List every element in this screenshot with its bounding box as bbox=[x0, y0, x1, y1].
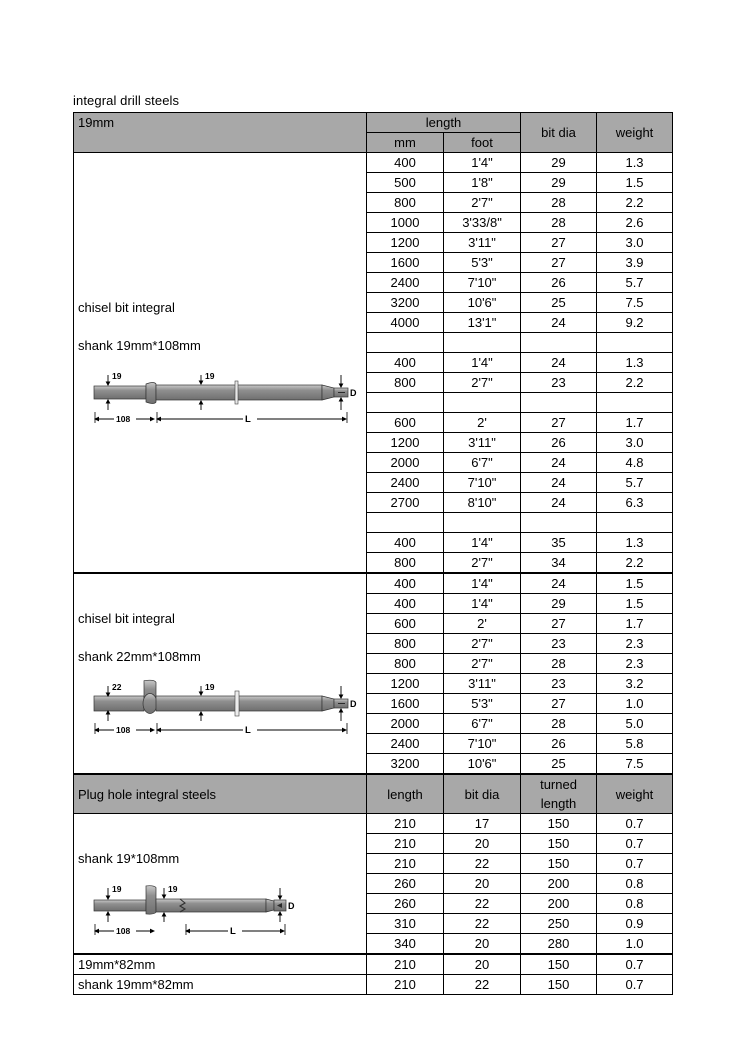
cell-weight: 1.3 bbox=[597, 533, 673, 553]
cell-mm: 3200 bbox=[367, 293, 444, 313]
cell-mm: 800 bbox=[367, 373, 444, 393]
cell-bit-dia: 28 bbox=[521, 213, 597, 233]
cell-foot: 6'7" bbox=[444, 453, 521, 473]
cell-length: 210 bbox=[367, 975, 444, 995]
cell-foot: 7'10" bbox=[444, 473, 521, 493]
cell-foot: 2' bbox=[444, 413, 521, 433]
cell-bit-dia: 29 bbox=[521, 153, 597, 173]
col-header-mm: mm bbox=[367, 133, 444, 153]
cell-weight: 5.7 bbox=[597, 273, 673, 293]
col-header-bit-dia: bit dia bbox=[521, 113, 597, 153]
cell-foot: 3'33/8" bbox=[444, 213, 521, 233]
section3-title: Plug hole integral steels bbox=[74, 774, 367, 814]
cell-length: 210 bbox=[367, 814, 444, 834]
cell-length: 210 bbox=[367, 854, 444, 874]
cell-foot: 1'4" bbox=[444, 573, 521, 594]
cell-weight: 5.7 bbox=[597, 473, 673, 493]
cell-foot: 13'1" bbox=[444, 313, 521, 333]
cell-bit-dia: 20 bbox=[444, 954, 521, 975]
cell-weight: 0.7 bbox=[597, 834, 673, 854]
section3-shank-label: shank 19*108mm bbox=[78, 850, 180, 866]
cell-weight: 2.2 bbox=[597, 193, 673, 213]
cell-foot: 2'7" bbox=[444, 373, 521, 393]
blank-cell bbox=[521, 333, 597, 353]
cell-weight: 3.9 bbox=[597, 253, 673, 273]
cell-bit-dia: 23 bbox=[521, 634, 597, 654]
footer-row-label: 19mm*82mm bbox=[74, 954, 367, 975]
section1-type-label: chisel bit integral bbox=[78, 300, 175, 315]
cell-turned-length: 150 bbox=[521, 975, 597, 995]
cell-foot: 7'10" bbox=[444, 273, 521, 293]
col-header-bit-dia: bit dia bbox=[444, 774, 521, 814]
cell-mm: 800 bbox=[367, 553, 444, 574]
cell-bit-dia: 27 bbox=[521, 233, 597, 253]
cell-turned-length: 200 bbox=[521, 894, 597, 914]
cell-weight: 2.2 bbox=[597, 553, 673, 574]
cell-mm: 1200 bbox=[367, 233, 444, 253]
cell-bit-dia: 17 bbox=[444, 814, 521, 834]
cell-length: 310 bbox=[367, 914, 444, 934]
cell-bit-dia: 24 bbox=[521, 453, 597, 473]
cell-foot: 1'4" bbox=[444, 353, 521, 373]
cell-weight: 5.0 bbox=[597, 714, 673, 734]
cell-length: 340 bbox=[367, 934, 444, 955]
cell-bit-dia: 27 bbox=[521, 413, 597, 433]
blank-cell bbox=[521, 393, 597, 413]
cell-bit-dia: 24 bbox=[521, 473, 597, 493]
cell-bit-dia: 29 bbox=[521, 173, 597, 193]
bit-dia-label: D bbox=[350, 388, 357, 398]
blank-cell bbox=[444, 513, 521, 533]
cell-bit-dia: 27 bbox=[521, 253, 597, 273]
cell-foot: 2'7" bbox=[444, 553, 521, 574]
section1-body-row bbox=[74, 153, 673, 173]
cell-weight: 6.3 bbox=[597, 493, 673, 513]
cell-bit-dia: 24 bbox=[521, 313, 597, 333]
footer-row-label: shank 19mm*82mm bbox=[74, 975, 367, 995]
section1-title: 19mm bbox=[74, 113, 367, 153]
cell-weight: 2.3 bbox=[597, 634, 673, 654]
drill-rod-svg bbox=[88, 678, 363, 740]
cell-mm: 400 bbox=[367, 353, 444, 373]
cell-foot: 1'4" bbox=[444, 594, 521, 614]
blank-cell bbox=[597, 513, 673, 533]
rod-dia-label: 19 bbox=[205, 682, 215, 692]
rod-dia-label: 19 bbox=[168, 883, 178, 894]
cell-mm: 600 bbox=[367, 614, 444, 634]
cell-length: 260 bbox=[367, 874, 444, 894]
cell-bit-dia: 22 bbox=[444, 854, 521, 874]
blank-cell bbox=[444, 393, 521, 413]
cell-foot: 1'4" bbox=[444, 533, 521, 553]
cell-mm: 800 bbox=[367, 634, 444, 654]
cell-bit-dia: 27 bbox=[521, 694, 597, 714]
cell-foot: 7'10" bbox=[444, 734, 521, 754]
cell-length: 210 bbox=[367, 834, 444, 854]
cell-bit-dia: 28 bbox=[521, 193, 597, 213]
cell-foot: 5'3" bbox=[444, 253, 521, 273]
cell-foot: 1'8" bbox=[444, 173, 521, 193]
section1-description-cell bbox=[74, 153, 367, 574]
cell-turned-length: 150 bbox=[521, 814, 597, 834]
shank-dia-label: 19 bbox=[112, 883, 122, 894]
cell-bit-dia: 20 bbox=[444, 874, 521, 894]
cell-mm: 4000 bbox=[367, 313, 444, 333]
cell-bit-dia: 22 bbox=[444, 894, 521, 914]
plug-hole-rod-diagram bbox=[88, 880, 366, 940]
drill-rod-diagram-19mm bbox=[88, 367, 366, 429]
bit-dia-label: D bbox=[350, 699, 357, 709]
blank-cell bbox=[597, 333, 673, 353]
cell-bit-dia: 20 bbox=[444, 934, 521, 955]
page-title: integral drill steels bbox=[73, 93, 180, 108]
blank-cell bbox=[367, 393, 444, 413]
cell-mm: 1600 bbox=[367, 694, 444, 714]
blank-cell bbox=[367, 513, 444, 533]
cell-mm: 400 bbox=[367, 533, 444, 553]
cell-weight: 0.7 bbox=[597, 854, 673, 874]
table-row bbox=[74, 954, 673, 975]
section3-header-row bbox=[74, 774, 673, 814]
cell-foot: 3'11" bbox=[444, 674, 521, 694]
cell-bit-dia: 26 bbox=[521, 433, 597, 453]
cell-foot: 2'7" bbox=[444, 634, 521, 654]
cell-turned-length: 150 bbox=[521, 834, 597, 854]
cell-bit-dia: 25 bbox=[521, 293, 597, 313]
cell-weight: 3.0 bbox=[597, 233, 673, 253]
cell-weight: 1.3 bbox=[597, 153, 673, 173]
col-header-weight: weight bbox=[597, 774, 673, 814]
drill-rod-diagram-22mm bbox=[88, 678, 366, 740]
cell-mm: 1200 bbox=[367, 433, 444, 453]
total-length-label: L bbox=[230, 925, 236, 937]
section2-description-cell bbox=[74, 573, 367, 774]
cell-bit-dia: 26 bbox=[521, 734, 597, 754]
cell-bit-dia: 35 bbox=[521, 533, 597, 553]
cell-bit-dia: 34 bbox=[521, 553, 597, 574]
cell-turned-length: 250 bbox=[521, 914, 597, 934]
cell-mm: 3200 bbox=[367, 754, 444, 775]
cell-mm: 800 bbox=[367, 654, 444, 674]
cell-weight: 1.7 bbox=[597, 413, 673, 433]
cell-mm: 2400 bbox=[367, 473, 444, 493]
cell-length: 260 bbox=[367, 894, 444, 914]
shank-length-label: 108 bbox=[116, 725, 131, 735]
cell-mm: 2700 bbox=[367, 493, 444, 513]
section2-shank-label: shank 22mm*108mm bbox=[78, 649, 201, 664]
cell-foot: 3'11" bbox=[444, 233, 521, 253]
cell-foot: 10'6" bbox=[444, 754, 521, 775]
col-header-weight: weight bbox=[597, 113, 673, 153]
cell-mm: 800 bbox=[367, 193, 444, 213]
cell-foot: 6'7" bbox=[444, 714, 521, 734]
cell-mm: 400 bbox=[367, 153, 444, 173]
cell-mm: 400 bbox=[367, 573, 444, 594]
cell-weight: 3.2 bbox=[597, 674, 673, 694]
cell-bit-dia: 29 bbox=[521, 594, 597, 614]
cell-bit-dia: 23 bbox=[521, 373, 597, 393]
cell-mm: 400 bbox=[367, 594, 444, 614]
cell-mm: 600 bbox=[367, 413, 444, 433]
cell-weight: 3.0 bbox=[597, 433, 673, 453]
cell-turned-length: 200 bbox=[521, 874, 597, 894]
turned-label-line2: length bbox=[540, 796, 577, 811]
cell-mm: 2000 bbox=[367, 453, 444, 473]
cell-weight: 2.6 bbox=[597, 213, 673, 233]
cell-weight: 0.7 bbox=[597, 954, 673, 975]
cell-length: 210 bbox=[367, 954, 444, 975]
blank-cell bbox=[367, 333, 444, 353]
cell-foot: 2'7" bbox=[444, 654, 521, 674]
cell-weight: 5.8 bbox=[597, 734, 673, 754]
section2-body-row bbox=[74, 573, 673, 594]
plug-hole-rod-svg bbox=[88, 880, 303, 940]
cell-bit-dia: 24 bbox=[521, 573, 597, 594]
cell-bit-dia: 22 bbox=[444, 914, 521, 934]
blank-cell bbox=[521, 513, 597, 533]
cell-foot: 2'7" bbox=[444, 193, 521, 213]
cell-bit-dia: 25 bbox=[521, 754, 597, 775]
blank-cell bbox=[444, 333, 521, 353]
cell-weight: 1.7 bbox=[597, 614, 673, 634]
cell-bit-dia: 22 bbox=[444, 975, 521, 995]
blank-cell bbox=[597, 393, 673, 413]
rod-dia-label: 19 bbox=[205, 371, 215, 381]
cell-mm: 2400 bbox=[367, 273, 444, 293]
cell-mm: 1200 bbox=[367, 674, 444, 694]
cell-weight: 1.0 bbox=[597, 934, 673, 955]
drill-rod-svg bbox=[88, 367, 363, 429]
cell-weight: 1.5 bbox=[597, 594, 673, 614]
col-header-length: length bbox=[367, 113, 521, 133]
bit-dia-label: D bbox=[288, 900, 295, 911]
cell-bit-dia: 26 bbox=[521, 273, 597, 293]
cell-foot: 1'4" bbox=[444, 153, 521, 173]
cell-weight: 1.5 bbox=[597, 173, 673, 193]
total-length-label: L bbox=[245, 414, 251, 425]
cell-weight: 9.2 bbox=[597, 313, 673, 333]
cell-bit-dia: 27 bbox=[521, 614, 597, 634]
shank-dia-label: 19 bbox=[112, 371, 122, 381]
table-row bbox=[74, 975, 673, 995]
integral-drill-steels-table bbox=[73, 112, 673, 995]
cell-weight: 1.0 bbox=[597, 694, 673, 714]
col-header-foot: foot bbox=[444, 133, 521, 153]
cell-weight: 0.9 bbox=[597, 914, 673, 934]
turned-label-line1: turned bbox=[540, 777, 577, 792]
cell-mm: 2000 bbox=[367, 714, 444, 734]
col-header-turned-length bbox=[521, 774, 597, 814]
spec-sheet bbox=[73, 93, 672, 995]
cell-bit-dia: 24 bbox=[521, 493, 597, 513]
cell-weight: 0.8 bbox=[597, 894, 673, 914]
cell-turned-length: 150 bbox=[521, 854, 597, 874]
cell-mm: 1600 bbox=[367, 253, 444, 273]
cell-turned-length: 150 bbox=[521, 954, 597, 975]
cell-bit-dia: 23 bbox=[521, 674, 597, 694]
cell-weight: 1.3 bbox=[597, 353, 673, 373]
cell-weight: 2.2 bbox=[597, 373, 673, 393]
section1-header-row-1 bbox=[74, 113, 673, 133]
cell-weight: 0.7 bbox=[597, 814, 673, 834]
cell-weight: 0.7 bbox=[597, 975, 673, 995]
cell-weight: 4.8 bbox=[597, 453, 673, 473]
cell-mm: 500 bbox=[367, 173, 444, 193]
section3-description-cell bbox=[74, 814, 367, 955]
cell-mm: 2400 bbox=[367, 734, 444, 754]
shank-length-label: 108 bbox=[116, 925, 131, 936]
cell-bit-dia: 24 bbox=[521, 353, 597, 373]
cell-foot: 2' bbox=[444, 614, 521, 634]
cell-bit-dia: 28 bbox=[521, 654, 597, 674]
cell-weight: 0.8 bbox=[597, 874, 673, 894]
total-length-label: L bbox=[245, 725, 251, 736]
cell-turned-length: 280 bbox=[521, 934, 597, 955]
shank-dia-label: 22 bbox=[112, 682, 122, 692]
cell-weight: 7.5 bbox=[597, 293, 673, 313]
section2-type-label: chisel bit integral bbox=[78, 611, 175, 626]
section3-body-row bbox=[74, 814, 673, 834]
cell-weight: 1.5 bbox=[597, 573, 673, 594]
cell-foot: 8'10" bbox=[444, 493, 521, 513]
cell-bit-dia: 20 bbox=[444, 834, 521, 854]
cell-foot: 10'6" bbox=[444, 293, 521, 313]
shank-length-label: 108 bbox=[116, 414, 131, 424]
cell-foot: 3'11" bbox=[444, 433, 521, 453]
col-header-length: length bbox=[367, 774, 444, 814]
section1-shank-label: shank 19mm*108mm bbox=[78, 338, 201, 353]
cell-weight: 2.3 bbox=[597, 654, 673, 674]
cell-weight: 7.5 bbox=[597, 754, 673, 775]
cell-mm: 1000 bbox=[367, 213, 444, 233]
cell-foot: 5'3" bbox=[444, 694, 521, 714]
cell-bit-dia: 28 bbox=[521, 714, 597, 734]
